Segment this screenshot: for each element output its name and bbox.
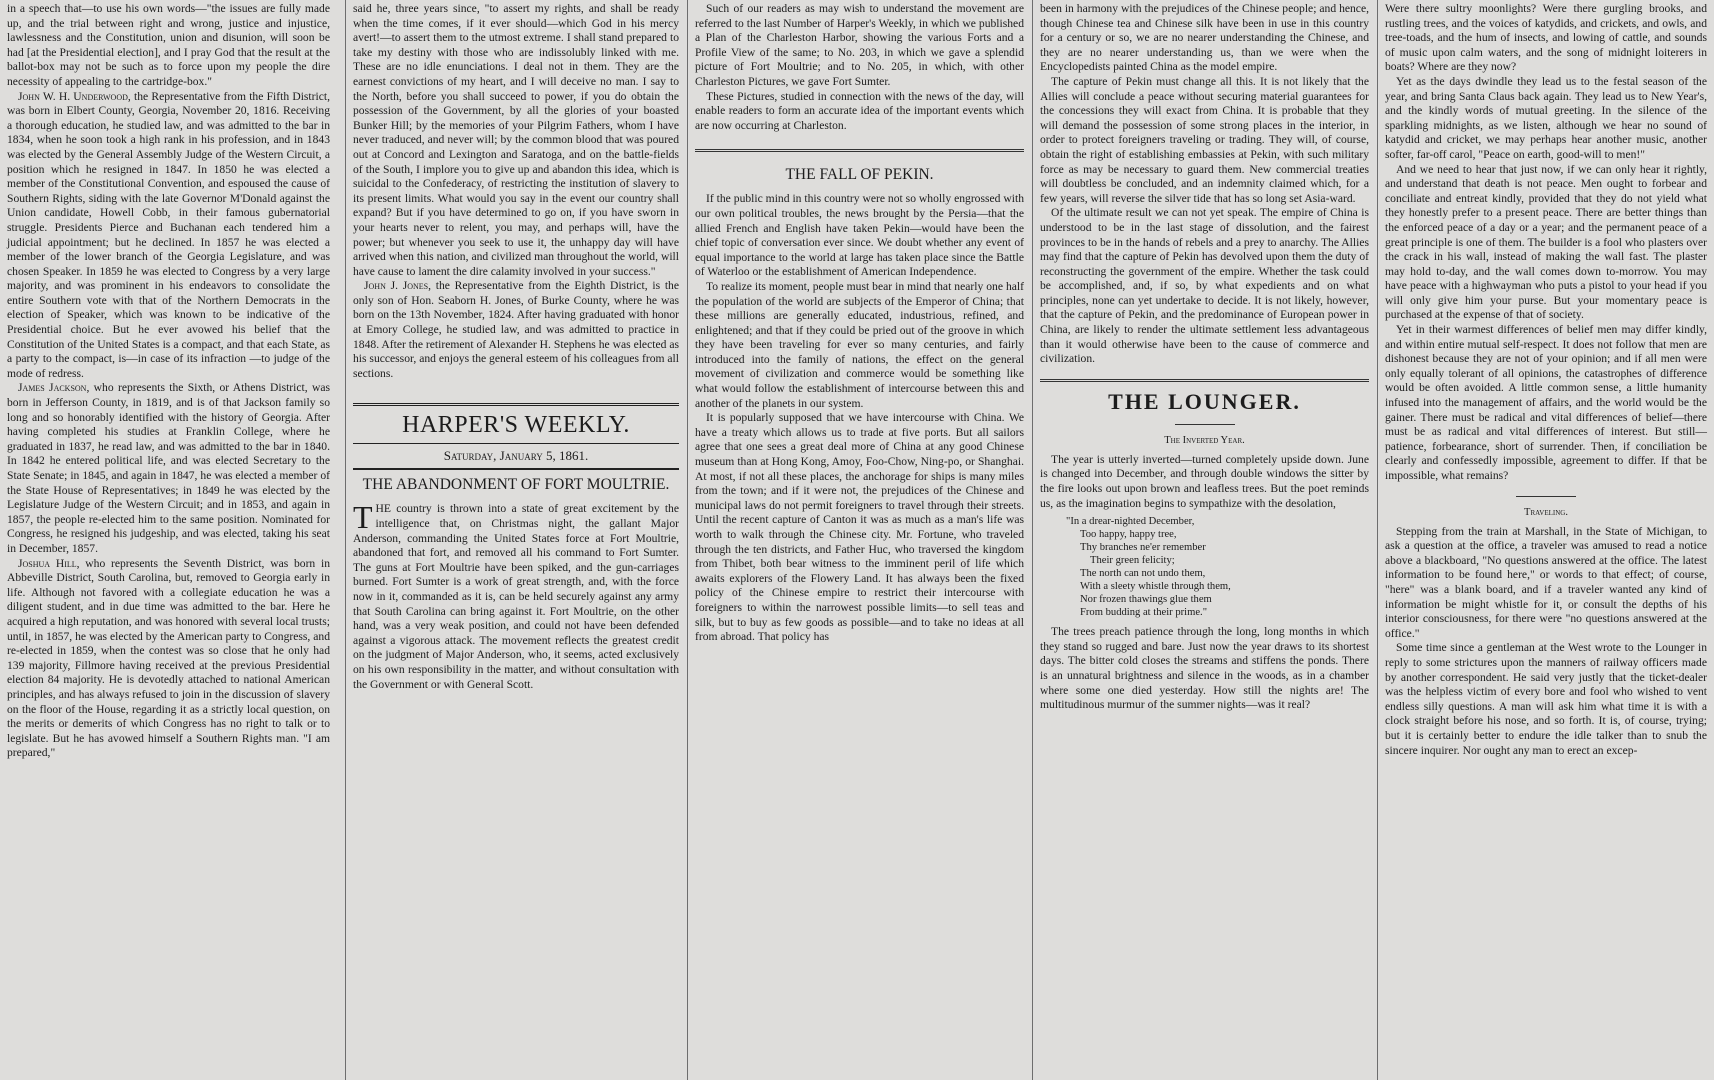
person-name: John W. H. Underwood [18, 89, 128, 103]
paragraph-text: , the Representative from the Fifth District, was born in Elbert County, Georgia, November 20, 1816. Receiving a thorough education, he studied law, and was admitted to the bar in 1834, when he soon took a high rank in his profession, and in 1843 was elected by the General Assembly Judge of the Western Circuit, a position which he resigned in 1847. In 1850 he was elected a member of the Constitutional Convention, and espoused the cause of Southern Rights, siding with the late Governor M'Donald against the Union candidate, Howell Cobb, in their famous gubernatorial struggle. Presidents Pierce and Buchanan each tendered him a judicial appointment; but he declined. In 1857 he was elected a member of the lower branch of the Georgia Legislature, and was chosen Speaker. In 1859 he was elected to Congress by a very large majority, and was prominent in his endeavors to consolidate the entire Southern vote with that of the Northern Democrats in the election of Speaker, which was known to be indicative of the Presidential choice. But he ever avowed his belief that the Constitution of the United States is a compact, and that each State, as a party to the compact, is—in case of its infraction —to judge of the mode of redress. [7, 89, 330, 380]
paragraph: The trees preach patience through the long, long months in which they stand so rugged and bare. Just now the year draws to its shortest days. The bitter cold closes the streams and stiffens the ponds. There is an unnatural brightness and silence in the woods, as in a chamber where some one died yesterday. How still the nights are! The multitudinous murmur of the summer nights—was it real? [1040, 625, 1369, 712]
column-5 [1378, 0, 1714, 1080]
person-name: John J. Jones [364, 279, 429, 293]
poem-line: Thy branches ne'er remember [1080, 542, 1206, 554]
paragraph: These Pictures, studied in connection with the news of the day, will enable readers to form an accurate idea of the important events which are now occurring at Charleston. [695, 89, 1024, 132]
paragraph: If the public mind in this country were not so wholly engrossed with our own political troubles, the news brought by the Persia—that the allied French and English have taken Pekin—would have been the chief topic of conversation ever since. We doubt whether any event of equal importance to the world at large has taken place since the Battle of Waterloo or the establishment of American Independence. [695, 192, 1024, 279]
poem-line: Nor frozen thawings glue them [1080, 594, 1212, 606]
paragraph-text: HE country is thrown into a state of great excitement by the intelligence that, on Christmas night, the gallant Major Anderson, commanding the United States force at Fort Moultrie, abandoned that fort, and removed all his command to Fort Sumter. The guns at Fort Moultrie have been spiked, and the gun-carriages burned. Fort Sumter is a work of great strength, and, with the force now in it, commanded as it is, can be held securely against any army that South Carolina can bring against it. Fort Moultrie, on the other hand, was a very weak position, and could not have been defended against a vigorous attack. The movement reflects the greatest credit on the judgment of Major Anderson, who, it seems, acted exclusively on his own responsibility in the matter, and without consultation with the Government or with General Scott. [353, 502, 679, 691]
paragraph-jones [353, 279, 679, 381]
paragraph: been in harmony with the prejudices of the Chinese people; and hence, though Chinese tea and Chinese silk have been in use in this country for a century or so, we are no nearer understanding the Chinese, and they are no nearer understanding us, than we were when the Encyclopedists painted China as the model empire. [1040, 2, 1369, 74]
paragraph: said he, three years since, "to assert my rights, and shall be ready when the time comes, if it ever should—which God in his mercy avert!—to assert them to the utmost extreme. I shall stand prepared to take my destiny with those who are indissolubly linked with me. These are no idle enunciations. I deal not in them. They are the earnest convictions of my heart, and I will deceive no man. I say to the North, before you shall succeed to power, if you do obtain the possession of the Government, by all the glories of your boasted Bunker Hill; by the memories of your Pilgrim Fathers, whom I have never traduced, and never will; by the common blood that was poured out at Concord and Lexington and Saratoga, and on the battle-fields of the South, I implore you to give up and abandon this idea, which is suicidal to the Confederacy, of restricting the institution of slavery to its present limits. What would you say in the event our country shall expand? But if you have determined to go on, if you have sworn in your hearts never to relent, you may, and perhaps will, have the power; but whenever you seek to use it, the unhappy day will have arrived when this nation, and civilized man throughout the world, will have cause to lament the dire calamity involved in your success." [353, 2, 679, 278]
poem-line: The north can not undo them, [1080, 568, 1206, 580]
article-body [353, 499, 679, 692]
person-name: James Jackson [18, 381, 87, 395]
paragraph: Yet as the days dwindle they lead us to the festal season of the year, and bring Santa Claus back again. They lead us to New Year's, and the kindly words of mutual greeting. In the silence of the sparkling midnights, as we listen, although we hear no sound of katydid and cricket, we may perhaps hear another music, another softer, far-off carol, "Peace on earth, good-will to men!" [1385, 74, 1707, 161]
masthead: HARPER'S WEEKLY. [353, 403, 679, 444]
article-subhead: Traveling. [1524, 506, 1568, 518]
paragraph: The year is utterly inverted—turned completely upside down. June is changed into December, and through double windows the sitter by the fire looks out upon brown and leafless trees. But the poet reminds us, as the imagination begins to sympathize with the desolation, [1040, 452, 1369, 510]
paragraph: Such of our readers as may wish to understand the movement are referred to the last Number of Harper's Weekly, in which we published a Plan of the Charleston Harbor, showing the various Forts and a Profile View of the same; to No. 203, in which we gave a splendid picture of Fort Moultrie; and to No. 205, in which, with other Charleston Pictures, we gave Fort Sumter. [695, 2, 1024, 88]
poem-line: From budding at their prime." [1080, 607, 1208, 619]
section-rule [1516, 496, 1576, 497]
drop-cap: T [353, 499, 373, 536]
paragraph: And we need to hear that just now, if we can only hear it rightly, and understand that death is not peace. Men ought to forbear and conciliate and entreat kindly, provided that they do not yield what they honestly prefer to a present peace. There are better things than the enforced peace of a day or a year; and the permanent peace of a great principle is one of them. The builder is a fool who plasters over the crack in his wall, instead of making the wall fast. The plaster may hold to-day, and the wall comes down to-morrow. You may have peace with a highwayman who puts a pistol to your head if you will only give him your purse. But your momentary peace is purchased at the expense of that of society. [1385, 162, 1707, 322]
poem-line: With a sleety whistle through them, [1080, 581, 1231, 593]
article-headline: THE FALL OF PEKIN. [785, 166, 934, 184]
poem-line: Too happy, happy tree, [1080, 529, 1177, 541]
section-divider [695, 149, 1024, 152]
paragraph: Some time since a gentleman at the West wrote to the Lounger in reply to some strictures upon the manners of railway officers made by another correspondent. He said very justly that the ticket-dealer was the helpless victim of every bore and fool who wished to vent endless silly questions. A man will ask him what time it is with a clock straight before his nose, and so forth. It is, of course, trying; but it is certainly better to endure the idle talker than to snub the sincere inquirer. Nor ought any man to erect an excep- [1385, 641, 1707, 757]
paragraph-jackson [7, 381, 330, 556]
paragraph-text: , who represents the Seventh District, was born in Abbeville District, South Carolina, but, removed to Georgia early in life. Although not favored with a collegiate education he was a diligent student, and in due time was admitted to the bar. Here he acquired a high reputation, and was honored with several local trusts; until, in 1857, he was elected by the American party to Congress, and re-elected in 1859, when the contest was so close that he only had 139 majority, Fillmore having received at the previous Presidential election 84 majority. He is devotedly attached to national American principles, and has always refused to join in the discussion of slavery on the floor of the House, regarding it as a strictly local question, on the merits or demerits of which Congress has no right to talk or to legislate. But he has avowed himself a Southern Rights man. "I am prepared," [7, 556, 330, 760]
paragraph: Of the ultimate result we can not yet speak. The empire of China is understood to be in the last stage of dissolution, and the fairest provinces to be in the hands of rebels and a prey to anarchy. The Allies may find that the capture of Pekin has devolved upon them the duty of reconstructing the government of the empire. Whether the task could be accomplished, and, if so, by what expedients and on what principles, none can yet undertake to decide. It is not likely, however, that the capture of Pekin, and the predominance of European power in China, are likely to render the ultimate settlement less advantageous than it would otherwise have been to the cause of commerce and civilization. [1040, 206, 1369, 366]
paragraph: Stepping from the train at Marshall, in the State of Michigan, to ask a question at the office, a traveler was amused to read a notice above a blackboard, "No questions answered at the office. The latest information to be found here," or words to that effect; of course, "here" was a blank board, and if a traveler wanted any kind of information be might whistle for it, or consult the depths of his interior consciousness, for there were "no questions answered at the office." [1385, 524, 1707, 640]
paragraph-underwood [7, 90, 330, 382]
section-divider [1040, 379, 1369, 382]
paragraph-hill [7, 557, 330, 761]
paragraph: Yet in their warmest differences of belief men may differ kindly, and within entire mutual self-respect. It does not follow that men are dishonest because they are not of your opinion; and if all men were only equally tolerant of all opinions, the catastrophes of difference would be often avoided. A little common sense, a little humanity infused into the management of affairs, and the world would be the gainer. There must be radical and vital differences of belief—there must be as radical and vital differences of interest. But still—patience, forbearance, short of surrender. Then, if conciliation be clearly and confessedly impossible, agreement to differ. If that be impossible, what remains? [1385, 323, 1707, 482]
title-rule [1175, 424, 1235, 425]
paragraph: It is popularly supposed that we have intercourse with China. We have a treaty which allows us to trade at five ports. But all sailors agree that one sees a great deal more of China at any good Chinese museum than at Hong Kong, Amoy, Foo-Chow, Ning-po, or Shanghai. At most, if not all these places, the anchorage for ships is many miles from the town; and if it were not, the prejudices of the Chinese and municipal laws do not permit foreigners to travel through their streets. Until the recent capture of Canton it was as much as a man's life was worth to walk through the Chinese city. Mr. Fortune, who traveled through the ten districts, and Father Huc, who traversed the kingdom from Thibet, both bear witness to the imminent peril of life which awaits explorers of the Flowery Land. It has always been the fixed policy of the Chinese empire to restrict their intercourse with foreigners to within the narrowest possible limits—to sell teas and silk, but to buy as few goods as possible—and to take no ideas at all from abroad. That policy has [695, 411, 1024, 644]
column-2 [346, 0, 686, 1080]
paragraph: Were there sultry moonlights? Were there gurgling brooks, and rustling trees, and the voices of katydids, and crickets, and owls, and tree-toads, and the hum of insects, and lowing of cattle, and sounds of music upon calm waters, and the song of midnight loiterers in boats? Where are they now? [1385, 2, 1707, 74]
dateline: Saturday, January 5, 1861. [353, 444, 679, 470]
article-headline: THE ABANDONMENT OF FORT MOULTRIE. [362, 476, 670, 494]
paragraph: To realize its moment, people must bear in mind that nearly one half the population of the world are subjects of the Emperor of China; that these millions are generally educated, industrious, refined, and enlightened; and that if they could be pried out of the groove in which they have been traveling for ever so many centuries, and fairly introduced into the family of nations, the effect on the general movement of civilization and commerce would be something like what would follow the establishment of intercourse between this and another of the planets in our system. [695, 279, 1024, 410]
article-subhead: The Inverted Year. [1164, 434, 1245, 446]
section-title: THE LOUNGER. [1108, 388, 1301, 414]
poem-line: "In a drear-nighted December, [1066, 516, 1195, 528]
paragraph: The capture of Pekin must change all this. It is not likely that the Allies will conclude a peace without securing material guarantees for the concessions they will exact from China. It is probable that they will demand the possession of some strong places in the interior, in order to protect foreigners traveling or trading. They will, of course, obtain the right of establishing embassies at Pekin, with such military force as may be necessary to guard them. New commercial treaties will doubtless be concluded, and an indemnity claimed which, for a few years, will reverse the silver tide that has so long set Asia-ward. [1040, 74, 1369, 205]
poem [1066, 515, 1369, 619]
column-3 [688, 0, 1031, 1080]
paragraph-text: , who represents the Sixth, or Athens District, was born in Jefferson County, in 1819, and is of that Jackson family so long and so honorably identified with the history of Georgia. After having completed his studies at Franklin College, where he graduated in 1837, he read law, and was admitted to the bar in 1840. In 1842 he entered political life, and was elected Secretary to the State Senate; in 1845, and again in 1847, he was elected a member of the State House of Representatives; in 1849 he was elected by the Legislature Judge of the Western Circuit; and in 1853, and again in 1857, the people re-elected him to the same position. Nominated for Congress, he resigned his judgeship, and was elected, taking his seat in December, 1857. [7, 381, 330, 555]
paragraph: in a speech that—to use his own words—"the issues are fully made up, and the trial between right and wrong, justice and injustice, lawlessness and the Constitution, union and disunion, will soon be had [at the Presidential election], and I pray God that the result at the ballot-box may not be such as to force upon my people the dire necessity of appealing to the cartridge-box." [7, 2, 330, 88]
person-name: Joshua Hill [18, 556, 77, 570]
column-1 [0, 0, 337, 1080]
poem-line: Their green felicity; [1090, 555, 1175, 567]
column-4 [1033, 0, 1376, 1080]
paragraph-text: , the Representative from the Eighth District, is the only son of Hon. Seaborn H. Jones, of Burke County, where he was born on the 13th November, 1824. After having graduated with honor at Emory College, he studied law, and was admitted to practice in 1848. After the retirement of Alexander H. Stephens he was elected as his successor, and enjoys the general esteem of his colleagues from all sections. [353, 279, 679, 380]
